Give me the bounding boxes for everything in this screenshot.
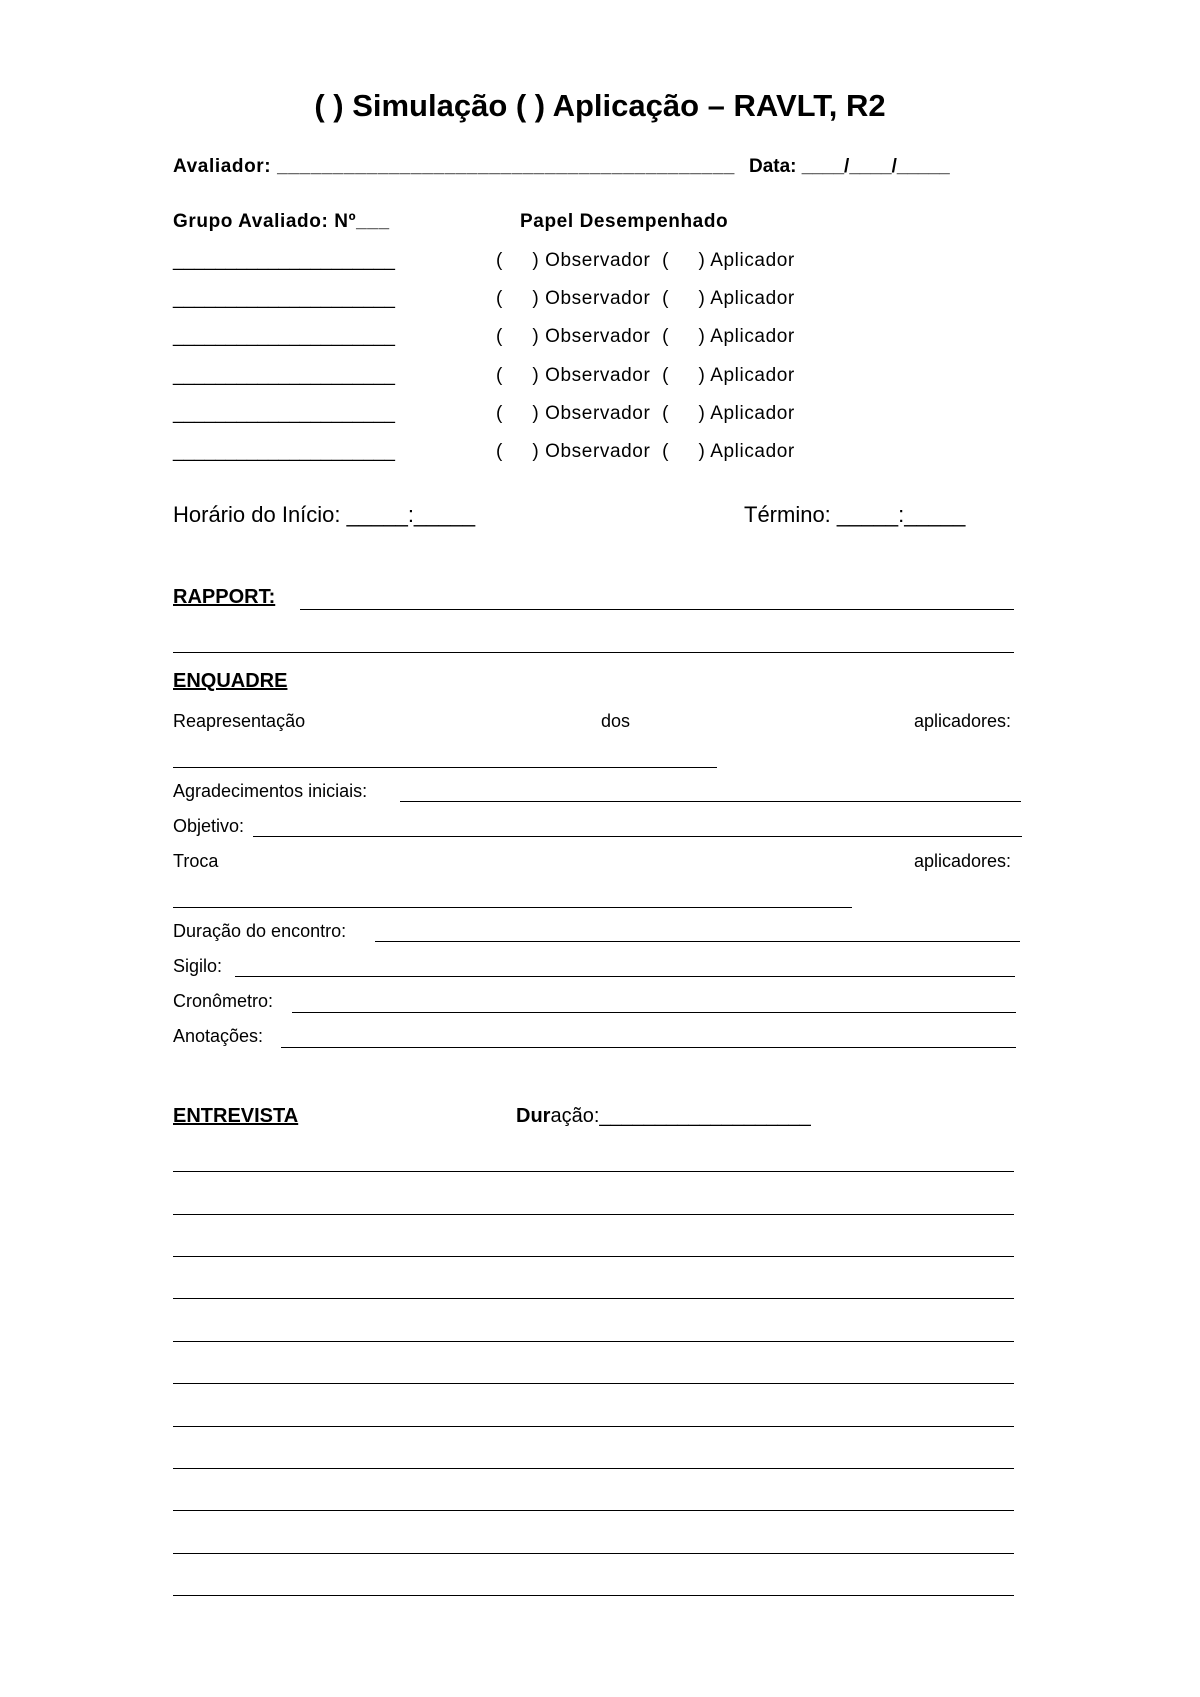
entrevista-line[interactable]	[173, 1256, 1014, 1257]
group-member-blank[interactable]: _____________________	[173, 441, 395, 462]
duracao-entrevista-label[interactable]	[516, 1105, 811, 1128]
role-options[interactable]: ( ) Observador ( ) Aplicador	[496, 365, 795, 386]
role-options[interactable]: ( ) Observador ( ) Aplicador	[496, 403, 795, 424]
papel-desempenhado-label: Papel Desempenhado	[520, 211, 729, 232]
anotacoes-label: Anotações:	[173, 1026, 264, 1046]
group-member-blank[interactable]: _____________________	[173, 288, 395, 309]
entrevista-line[interactable]	[173, 1383, 1014, 1384]
group-member-blank[interactable]: _____________________	[173, 365, 395, 386]
rapport-heading: RAPPORT:	[173, 586, 276, 608]
role-options[interactable]: ( ) Observador ( ) Aplicador	[496, 288, 795, 309]
entrevista-line[interactable]	[173, 1553, 1014, 1554]
role-options[interactable]: ( ) Observador ( ) Aplicador	[496, 441, 795, 462]
rapport-line[interactable]	[300, 609, 1014, 610]
agradecimentos-label: Agradecimentos iniciais:	[173, 781, 368, 801]
entrevista-line[interactable]	[173, 1298, 1014, 1299]
horario-inicio-label[interactable]: Horário do Início: _____:_____	[173, 502, 476, 527]
reapresentacao-word-1: Reapresentação	[173, 711, 306, 731]
entrevista-line[interactable]	[173, 1510, 1014, 1511]
cronometro-line[interactable]	[292, 1012, 1016, 1013]
reapresentacao-word-3: aplicadores:	[914, 711, 1012, 731]
troca-word-1: Troca	[173, 851, 219, 871]
cronometro-label: Cronômetro:	[173, 991, 274, 1011]
termino-label[interactable]: Término: _____:_____	[744, 502, 966, 527]
reapresentacao-word-2: dos	[601, 711, 631, 731]
duracao-rest-part: ação:___________________	[550, 1105, 811, 1127]
agradecimentos-line[interactable]	[400, 801, 1021, 802]
enquadre-heading: ENQUADRE	[173, 670, 288, 692]
entrevista-line[interactable]	[173, 1171, 1014, 1172]
entrevista-line[interactable]	[173, 1468, 1014, 1469]
data-label: Data: ____/____/_____	[749, 156, 950, 177]
objetivo-line[interactable]	[253, 836, 1022, 837]
entrevista-line[interactable]	[173, 1426, 1014, 1427]
role-options[interactable]: ( ) Observador ( ) Aplicador	[496, 326, 795, 347]
duracao-encontro-line[interactable]	[375, 941, 1020, 942]
group-member-blank[interactable]: _____________________	[173, 326, 395, 347]
grupo-avaliado-label: Grupo Avaliado: Nº___	[173, 211, 390, 232]
entrevista-line[interactable]	[173, 1595, 1014, 1596]
duracao-bold-part: Dur	[516, 1105, 551, 1127]
group-member-blank[interactable]: _____________________	[173, 403, 395, 424]
entrevista-line[interactable]	[173, 1214, 1014, 1215]
sigilo-line[interactable]	[235, 976, 1015, 977]
role-options[interactable]: ( ) Observador ( ) Aplicador	[496, 250, 795, 271]
sigilo-label: Sigilo:	[173, 956, 223, 976]
entrevista-line[interactable]	[173, 1341, 1014, 1342]
group-member-blank[interactable]: _____________________	[173, 250, 395, 271]
reapresentacao-line[interactable]	[173, 767, 717, 768]
duracao-encontro-label: Duração do encontro:	[173, 921, 347, 941]
objetivo-label: Objetivo:	[173, 816, 245, 836]
entrevista-heading: ENTREVISTA	[173, 1105, 299, 1127]
troca-word-2: aplicadores:	[914, 851, 1012, 871]
rapport-line[interactable]	[173, 652, 1014, 653]
form-title: ( ) Simulação ( ) Aplicação – RAVLT, R2	[314, 88, 886, 123]
avaliador-label: Avaliador: _________________________________________	[173, 156, 735, 177]
anotacoes-line[interactable]	[281, 1047, 1016, 1048]
troca-line[interactable]	[173, 907, 852, 908]
